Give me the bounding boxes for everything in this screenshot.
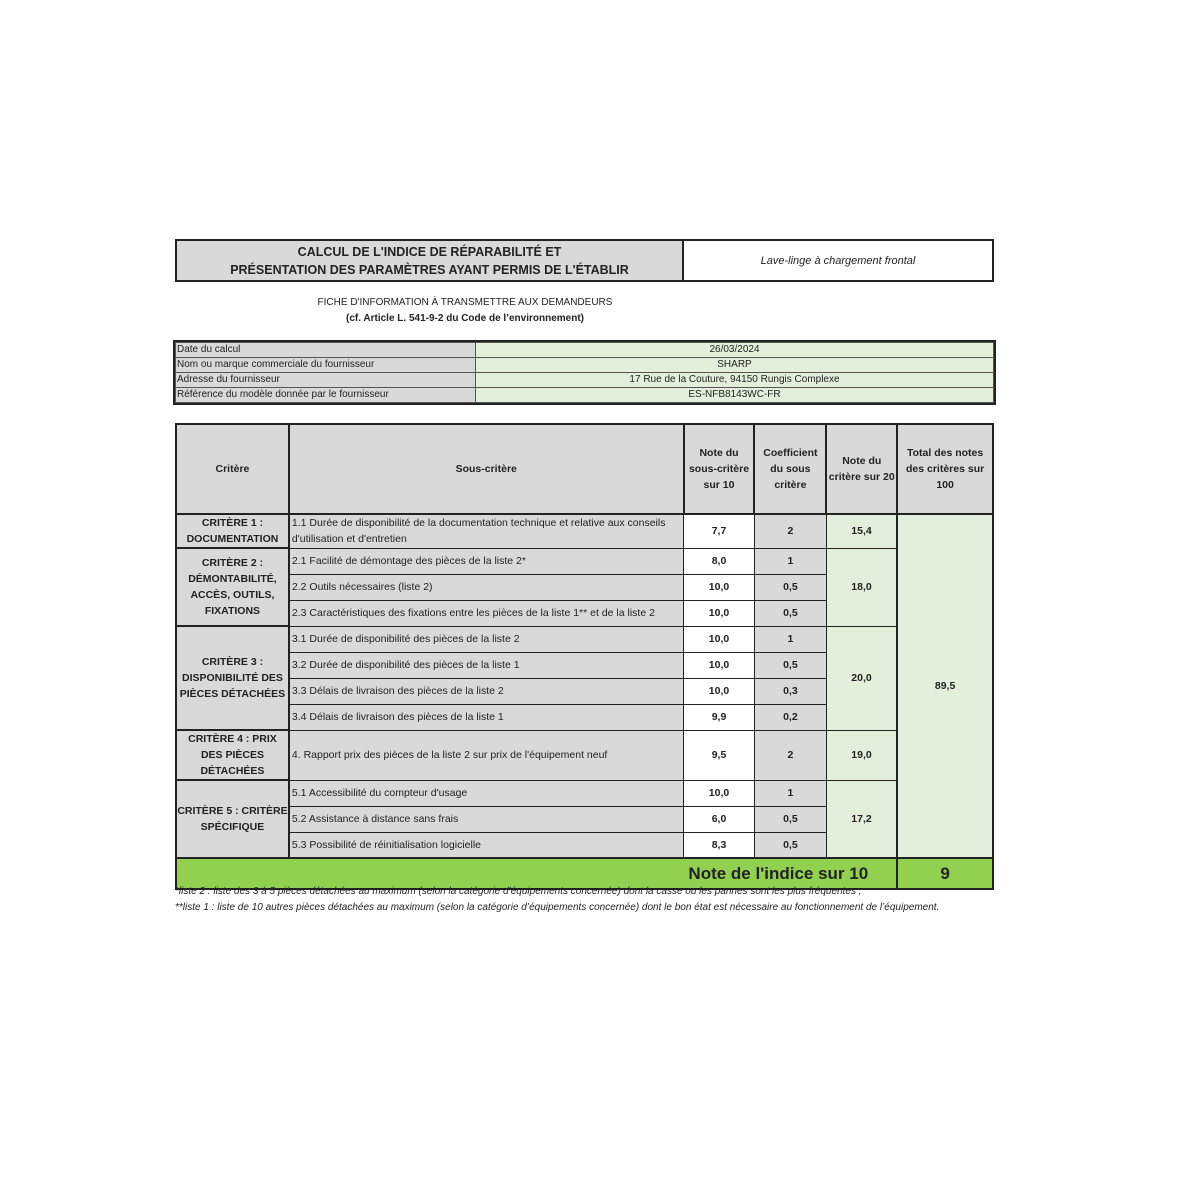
- info-value: 17 Rue de la Couture, 94150 Rungis Complexe: [476, 373, 994, 388]
- sub-criterion-coef: 1: [754, 548, 826, 574]
- sub-criterion-coef: 0,5: [754, 806, 826, 832]
- sub-criterion-coef: 2: [754, 730, 826, 780]
- sub-criterion-note: 10,0: [684, 678, 755, 704]
- supplier-info-table: [175, 342, 994, 403]
- document-title: [175, 239, 684, 282]
- footnotes: [175, 884, 975, 916]
- fiche-line-2: (cf. Article L. 541-9-2 du Code de l’environnement): [345, 313, 584, 324]
- info-row: [176, 373, 994, 388]
- sub-criterion-coef: 0,5: [754, 600, 826, 626]
- sub-criterion-note: 10,0: [684, 574, 755, 600]
- info-label: Nom ou marque commerciale du fournisseur: [176, 358, 476, 373]
- table-header-row: [176, 424, 993, 514]
- sub-criterion-note: 7,7: [684, 514, 755, 548]
- criterion-name: CRITÈRE 5 : CRITÈRE SPÉCIFIQUE: [176, 780, 289, 858]
- criterion-name: CRITÈRE 1 : DOCUMENTATION: [176, 514, 289, 548]
- col-header-note-critere: Note du critère sur 20: [826, 424, 897, 514]
- sub-criterion-label: 5.2 Assistance à distance sans frais: [289, 806, 684, 832]
- info-value: SHARP: [476, 358, 994, 373]
- criterion-score: 15,4: [826, 514, 897, 548]
- footnote-liste-2: *liste 2 : liste des 3 à 5 pièces détachées au maximum (selon la catégorie d’équipements concernée) dont la casse ou les pannes sont les plus fréquentes ;: [175, 886, 862, 897]
- header-box: [175, 239, 994, 282]
- col-header-sous-critere: Sous-critère: [289, 424, 684, 514]
- criterion-name: CRITÈRE 2 : DÉMONTABILITÉ, ACCÈS, OUTILS, FIXATIONS: [176, 548, 289, 626]
- col-header-note-sous: Note du sous-critère sur 10: [684, 424, 755, 514]
- criterion-score: 20,0: [826, 626, 897, 730]
- total-score: 89,5: [897, 514, 993, 858]
- sub-criterion-coef: 0,2: [754, 704, 826, 730]
- info-row: [176, 343, 994, 358]
- sub-criterion-label: 3.1 Durée de disponibilité des pièces de la liste 2: [289, 626, 684, 652]
- sub-criterion-note: 10,0: [684, 626, 755, 652]
- info-label: Référence du modèle donnée par le fournisseur: [176, 388, 476, 403]
- sub-criterion-label: 2.2 Outils nécessaires (liste 2): [289, 574, 684, 600]
- fiche-subtitle: [175, 295, 755, 327]
- info-value: ES-NFB8143WC-FR: [476, 388, 994, 403]
- criterion-score: 19,0: [826, 730, 897, 780]
- table-row: [176, 730, 993, 780]
- table-row: [176, 626, 993, 652]
- col-header-coef: Coefficient du sous critère: [754, 424, 826, 514]
- sub-criterion-note: 10,0: [684, 652, 755, 678]
- product-category: Lave-linge à chargement frontal: [684, 239, 994, 282]
- sub-criterion-label: 4. Rapport prix des pièces de la liste 2 sur prix de l'équipement neuf: [289, 730, 684, 780]
- info-row: [176, 388, 994, 403]
- col-header-total: Total des notes des critères sur 100: [897, 424, 993, 514]
- info-row: [176, 358, 994, 373]
- sub-criterion-label: 3.2 Durée de disponibilité des pièces de la liste 1: [289, 652, 684, 678]
- sub-criterion-coef: 0,3: [754, 678, 826, 704]
- criterion-score: 17,2: [826, 780, 897, 858]
- sub-criterion-coef: 2: [754, 514, 826, 548]
- final-score-label: Note de l'indice sur 10: [176, 858, 897, 889]
- sub-criterion-note: 9,5: [684, 730, 755, 780]
- final-score-value: 9: [897, 858, 993, 889]
- sub-criterion-label: 5.1 Accessibilité du compteur d'usage: [289, 780, 684, 806]
- sub-criterion-coef: 0,5: [754, 652, 826, 678]
- repairability-table: [175, 423, 994, 890]
- title-line-2: PRÉSENTATION DES PARAMÈTRES AYANT PERMIS DE L'ÉTABLIR: [230, 262, 629, 277]
- sub-criterion-note: 9,9: [684, 704, 755, 730]
- criterion-name: CRITÈRE 4 : PRIX DES PIÈCES DÉTACHÉES: [176, 730, 289, 780]
- sub-criterion-coef: 0,5: [754, 574, 826, 600]
- sub-criterion-label: 3.4 Délais de livraison des pièces de la liste 1: [289, 704, 684, 730]
- table-row: [176, 548, 993, 574]
- sub-criterion-label: 2.3 Caractéristiques des fixations entre les pièces de la liste 1** et de la liste 2: [289, 600, 684, 626]
- sub-criterion-coef: 0,5: [754, 832, 826, 858]
- table-row: [176, 514, 993, 548]
- info-label: Adresse du fournisseur: [176, 373, 476, 388]
- info-label: Date du calcul: [176, 343, 476, 358]
- criterion-name: CRITÈRE 3 : DISPONIBILITÉ DES PIÈCES DÉTACHÉES: [176, 626, 289, 730]
- col-header-critere: Critère: [176, 424, 289, 514]
- sub-criterion-note: 8,3: [684, 832, 755, 858]
- title-line-1: CALCUL DE L'INDICE DE RÉPARABILITÉ ET: [297, 244, 562, 259]
- fiche-line-1: FICHE D'INFORMATION À TRANSMETTRE AUX DEMANDEURS: [317, 297, 613, 308]
- sub-criterion-label: 1.1 Durée de disponibilité de la documentation technique et relative aux conseils d'utilisation et d'entretien: [289, 514, 684, 548]
- sub-criterion-coef: 1: [754, 626, 826, 652]
- sub-criterion-note: 10,0: [684, 780, 755, 806]
- table-row: [176, 780, 993, 806]
- criterion-score: 18,0: [826, 548, 897, 626]
- sub-criterion-label: 5.3 Possibilité de réinitialisation logicielle: [289, 832, 684, 858]
- sub-criterion-label: 3.3 Délais de livraison des pièces de la liste 2: [289, 678, 684, 704]
- sub-criterion-label: 2.1 Facilité de démontage des pièces de la liste 2*: [289, 548, 684, 574]
- sub-criterion-note: 6,0: [684, 806, 755, 832]
- sub-criterion-coef: 1: [754, 780, 826, 806]
- sub-criterion-note: 8,0: [684, 548, 755, 574]
- sub-criterion-note: 10,0: [684, 600, 755, 626]
- footnote-liste-1: **liste 1 : liste de 10 autres pièces détachées au maximum (selon la catégorie d’équipements concernée) dont le bon état est nécessaire au fonctionnement de l’équipement.: [175, 902, 940, 913]
- info-value: 26/03/2024: [476, 343, 994, 358]
